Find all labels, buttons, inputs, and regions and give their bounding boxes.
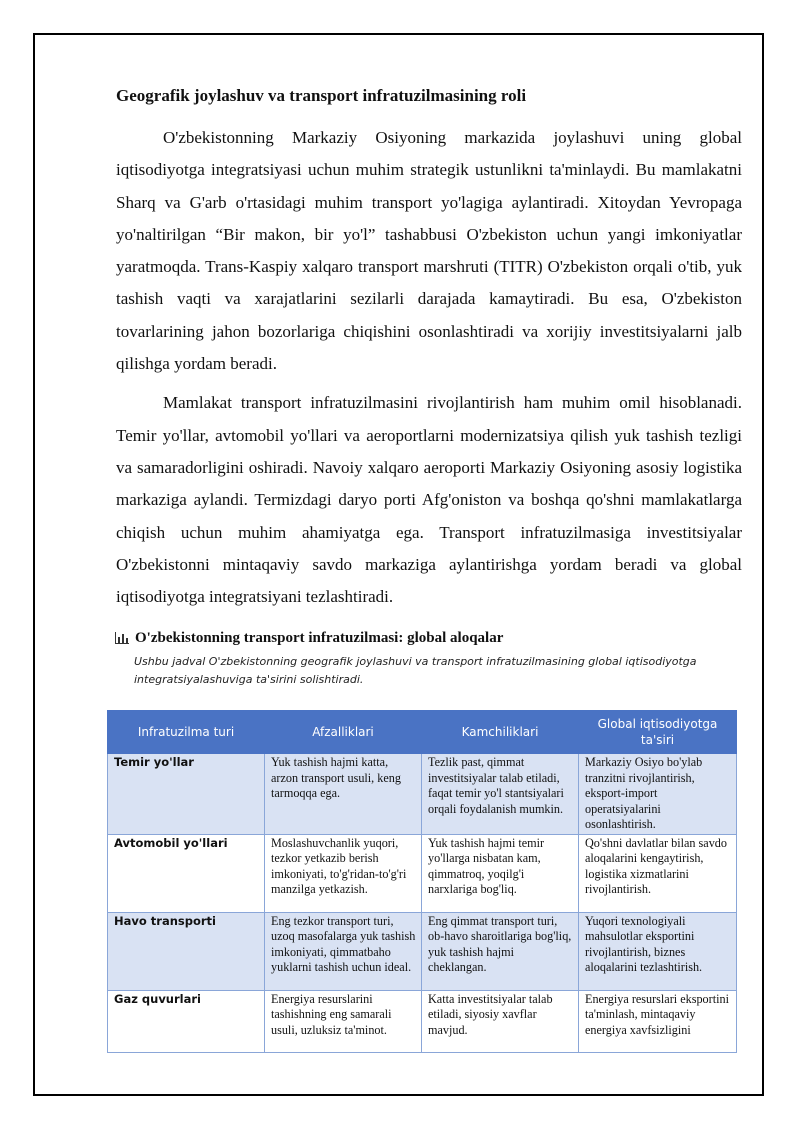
table-cell: Katta investitsiyalar talab etiladi, siyosiy xavflar mavjud. [422, 990, 579, 1052]
header-cell: Global iqtisodiyotga ta'siri [579, 711, 737, 754]
table-row [108, 754, 737, 835]
table-cell: Tezlik past, qimmat investitsiyalar talab etiladi, faqat temir yo'l stantsiyalari orqali foydalanish mumkin. [422, 754, 579, 835]
section-heading: Geografik joylashuv va transport infratuzilmasining roli [116, 86, 527, 105]
paragraph-2: Mamlakat transport infratuzilmasini rivojlantirish ham muhim omil hisoblanadi. Temir yo'llar, avtomobil yo'llari va aeroportlarni modernizatsiya qilish yuk tashish tezligi va samaradorligini oshiradi. Navoiy xalqaro aeroporti Markaziy Osiyoning asosiy logistika markaziga aylandi. Termizdagi daryo porti Afg'oniston va boshqa qo'shni mamlakatlarga chiqish uchun muhim ahamiyatga ega. Transport infratuzilmasiga investitsiyalar O'zbekistonni mintaqaviy savdo markaziga aylantirishga yordam beradi va global iqtisodiyotga integratsiyani tezlashtiradi. [116, 393, 742, 607]
table-cell: Temir yo'llar [108, 754, 265, 835]
table-cell: Yuk tashish hajmi temir yo'llarga nisbatan kam, qimmatroq, yoqilg'i narxlariga bog'liq. [422, 834, 579, 912]
table-cell: Energiya resurslari eksportini ta'minlash, mintaqaviy energiya xavfsizligini [579, 990, 737, 1052]
table-cell: Gaz quvurlari [108, 990, 265, 1052]
document-body [116, 84, 742, 693]
table-cell: Qo'shni davlatlar bilan savdo aloqalarini kengaytirish, logistika xizmatlarini rivojlantirish. [579, 834, 737, 912]
bar-chart-icon [115, 632, 129, 644]
table-row [108, 990, 737, 1052]
paragraph-1: O'zbekistonning Markaziy Osiyoning markazida joylashuvi uning global iqtisodiyotga integratsiyasi uchun muhim strategik ustunlikni ta'minlaydi. Bu mamlakatni Sharq va G'arb o'rtasidagi muhim transport yo'lagiga aylantiradi. Xitoydan Yevropaga yo'naltirilgan “Bir makon, bir yo'l” tashabbusi O'zbekiston uchun yangi imkoniyatlar yaratmoqda. Trans-Kaspiy xalqaro transport marshruti (TITR) O'zbekiston orqali o'tib, yuk tashish vaqti va xarajatlarini sezilarli darajada kamaytiradi. Bu esa, O'zbekiston tovarlarining jahon bozorlariga chiqishini osonlashtiradi va xorijiy investitsiyalarni jalb qilishga yordam beradi. [116, 128, 742, 374]
table-row [108, 912, 737, 990]
table-cell: Avtomobil yo'llari [108, 834, 265, 912]
table-caption-text: O'zbekistonning transport infratuzilmasi: global aloqalar [135, 630, 504, 647]
table-cell: Markaziy Osiyo bo'ylab tranzitni rivojlantirish, eksport-import operatsiyalarini osonlashtirish. [579, 754, 737, 835]
header-cell: Kamchiliklari [422, 711, 579, 754]
table-cell: Moslashuvchanlik yuqori, tezkor yetkazib berish imkoniyati, to'g'ridan-to'g'ri manzilga yetkazish. [265, 834, 422, 912]
table-description: Ushbu jadval O'zbekistonning geografik joylashuvi va transport infratuzilmasining global iqtisodiyotga integratsiyalashuviga ta'sirini solishtiradi. [134, 655, 697, 687]
table-caption [115, 628, 742, 648]
table-cell: Energiya resurslarini tashishning eng samarali usuli, uzluksiz ta'minot. [265, 990, 422, 1052]
table-cell: Yuk tashish hajmi katta, arzon transport usuli, keng tarmoqqa ega. [265, 754, 422, 835]
table-header-row [108, 711, 737, 754]
table-row [108, 834, 737, 912]
header-cell: Afzalliklari [265, 711, 422, 754]
table-cell: Yuqori texnologiyali mahsulotlar eksportini rivojlantirish, biznes aloqalarini tezlashtirish. [579, 912, 737, 990]
table-cell: Eng tezkor transport turi, uzoq masofalarga yuk tashish imkoniyati, qimmatbaho yuklarni tashish uchun ideal. [265, 912, 422, 990]
infrastructure-table [107, 710, 737, 1053]
header-cell: Infratuzilma turi [108, 711, 265, 754]
table-cell: Havo transporti [108, 912, 265, 990]
table-cell: Eng qimmat transport turi, ob-havo sharoitlariga bog'liq, yuk tashish hajmi cheklangan. [422, 912, 579, 990]
